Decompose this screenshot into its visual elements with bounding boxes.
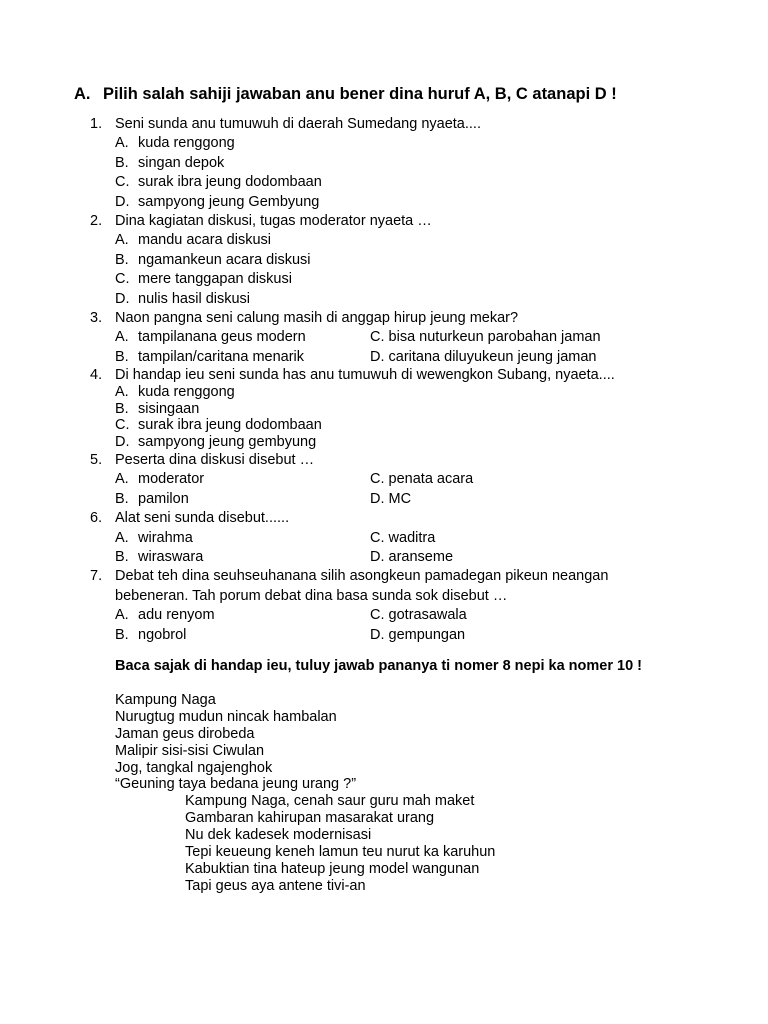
option-a: A. adu renyom (115, 607, 215, 624)
option-b: B. wiraswara (115, 549, 204, 566)
question-number: 6. (90, 510, 103, 527)
option-row (90, 606, 730, 625)
question-7-continued (90, 587, 730, 606)
option-row (90, 348, 730, 367)
question-text: Seni sunda anu tumuwuh di daerah Sumedang nyaeta.... (115, 116, 481, 132)
option-b: B. ngobrol (115, 626, 187, 643)
option-c: C. penata acara (370, 471, 474, 488)
option-row (90, 193, 730, 212)
option-d: D. MC (370, 490, 412, 507)
option-c: C. waditra (370, 529, 436, 546)
option-b: B. sisingaan (115, 400, 200, 417)
option-a: A. tampilanana geus modern (115, 329, 306, 346)
option-d: D. sampyong jeung Gembyung (115, 193, 320, 210)
poem-line: Nu dek kadesek modernisasi (185, 827, 372, 844)
poem-line: Malipir sisi-sisi Ciwulan (115, 742, 265, 759)
option-d: D. caritana diluyukeun jeung jaman (370, 348, 597, 365)
option-row (90, 328, 730, 347)
section-heading (74, 85, 617, 104)
option-row (90, 434, 730, 451)
option-d: D. aranseme (370, 549, 454, 566)
poem-line: Tepi keueung keneh lamun teu nurut ka karuhun (185, 844, 496, 861)
question-2 (90, 212, 730, 231)
question-number: 4. (90, 367, 103, 384)
question-text: Naon pangna seni calung masih di anggap hirup jeung mekar? (115, 309, 519, 326)
question-text: Di handap ieu seni sunda has anu tumuwuh di wewengkon Subang, nyaeta.... (115, 367, 615, 384)
poem-line: Nurugtug mudun nincak hambalan (115, 708, 337, 725)
question-text: Debat teh dina seuhseuhanana silih asongkeun pamadegan pikeun neangan (115, 568, 609, 585)
option-a: A. kuda renggong (115, 135, 235, 152)
option-b: B. pamilon (115, 490, 189, 507)
question-number: 5. (90, 452, 103, 469)
question-number: 1. (90, 116, 103, 132)
option-d: D. sampyong jeung gembyung (115, 434, 317, 451)
option-row (90, 270, 730, 289)
option-c: C. gotrasawala (370, 607, 467, 624)
option-row (90, 470, 730, 489)
option-a: A. mandu acara diskusi (115, 232, 271, 249)
reading-instruction: Baca sajak di handap ieu, tuluy jawab pananya ti nomer 8 nepi ka nomer 10 ! (115, 658, 642, 674)
question-3 (90, 309, 730, 328)
question-number: 3. (90, 309, 103, 326)
poem-line: “Geuning taya bedana jeung urang ?” (115, 776, 357, 793)
option-b: B. tampilan/caritana menarik (115, 348, 305, 365)
section-letter: A. (74, 85, 91, 103)
option-row (90, 384, 730, 401)
question-4 (90, 367, 730, 384)
option-d: D. nulis hasil diskusi (115, 290, 251, 307)
question-text: Peserta dina diskusi disebut … (115, 452, 315, 469)
poem-title: Kampung Naga (115, 692, 216, 708)
option-c: C. surak ibra jeung dodombaan (115, 417, 322, 434)
option-d: D. gempungan (370, 626, 466, 643)
option-row (90, 154, 730, 173)
option-row (90, 529, 730, 548)
option-row (90, 290, 730, 309)
poem-line: Kabuktian tina hateup jeung model wangunan (185, 860, 480, 877)
option-row (90, 401, 730, 418)
option-a: A. kuda renggong (115, 383, 235, 400)
option-row (90, 417, 730, 434)
poem-line: Jog, tangkal ngajenghok (115, 759, 273, 776)
question-list (90, 115, 730, 645)
option-row (90, 626, 730, 645)
question-5 (90, 451, 730, 470)
option-a: A. wirahma (115, 529, 193, 546)
option-row (90, 251, 730, 270)
question-1 (90, 115, 730, 134)
poem-line: Kampung Naga, cenah saur guru mah maket (185, 793, 475, 810)
poem-line: Gambaran kahirupan masarakat urang (185, 810, 435, 827)
question-text: Dina kagiatan diskusi, tugas moderator nyaeta … (115, 212, 432, 229)
option-c: C. mere tanggapan diskusi (115, 271, 292, 288)
option-row (90, 231, 730, 250)
option-row (90, 134, 730, 153)
option-a: A. moderator (115, 471, 205, 488)
section-title-text: Pilih salah sahiji jawaban anu bener dina huruf A, B, C atanapi D ! (103, 85, 617, 103)
question-6 (90, 509, 730, 528)
option-b: B. singan depok (115, 154, 225, 171)
poem (115, 692, 715, 895)
question-7 (90, 567, 730, 586)
poem-line: Jaman geus dirobeda (115, 725, 255, 742)
question-number: 7. (90, 568, 103, 585)
option-row (90, 173, 730, 192)
question-text: bebeneran. Tah porum debat dina basa sunda sok disebut … (115, 587, 508, 604)
question-text: Alat seni sunda disebut...... (115, 510, 290, 527)
option-c: C. surak ibra jeung dodombaan (115, 174, 322, 191)
option-row (90, 490, 730, 509)
option-row (90, 548, 730, 567)
poem-line: Tapi geus aya antene tivi-an (185, 877, 366, 894)
option-c: C. bisa nuturkeun parobahan jaman (370, 329, 601, 346)
option-b: B. ngamankeun acara diskusi (115, 251, 311, 268)
question-number: 2. (90, 212, 103, 229)
